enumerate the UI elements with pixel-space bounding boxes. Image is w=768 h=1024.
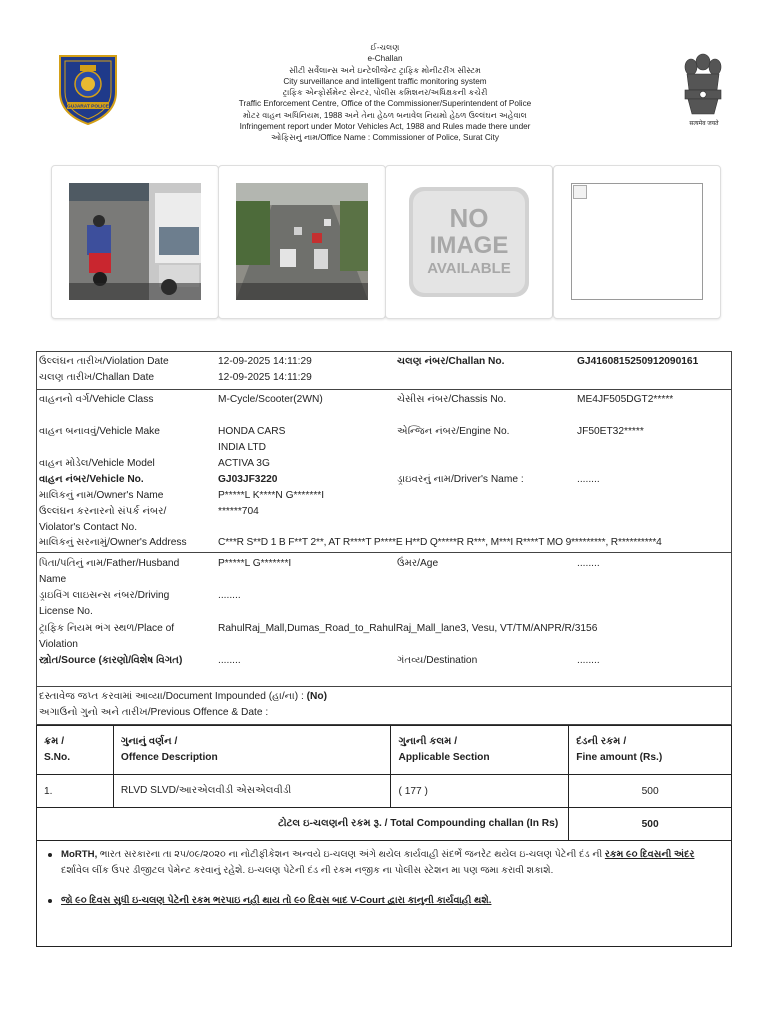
header-line: e-Challan xyxy=(367,54,403,64)
gujarat-police-logo xyxy=(50,52,126,126)
engine-label: એન્જિન નંબર/Engine No. xyxy=(397,426,510,437)
header-fine: દંડની રકમ / Fine amount (Rs.) xyxy=(569,726,732,775)
age-label: ઉંમર/Age xyxy=(397,558,439,569)
owner-address-value: C***R S**D 1 B F**T 2**, AT R****T P****E H**D Q*****R R***, M***I R****T MO 9*********, R**********4 xyxy=(218,537,662,548)
vehicle-no-value: GJ03JF3220 xyxy=(218,474,278,485)
evidence-photo-card-1 xyxy=(51,165,219,319)
vehicle-model-value: ACTIVA 3G xyxy=(218,458,270,469)
total-row xyxy=(37,808,732,841)
challan-no-label: ચલણ નંબર/Challan No. xyxy=(397,356,505,367)
father-name-label: પિતા/પતિનું નામ/Father/Husband Name xyxy=(39,558,180,585)
header-line: મોટર વાહન અધિનિયમ, 1988 અને તેના હેઠળ બનાવેલ નિયમો હેઠળ ઉલ્લંઘન અહેવાલ xyxy=(243,110,527,120)
header-block xyxy=(190,42,580,144)
cell-sno: 1. xyxy=(37,775,114,808)
owner-address-label: માલિકનું સરનામું/Owner's Address xyxy=(39,537,187,548)
source-value: ........ xyxy=(218,655,241,666)
evidence-photo-card-3 xyxy=(385,165,553,319)
header-line: ઈ-ચલણ xyxy=(370,43,400,52)
driver-name-value: ........ xyxy=(577,474,600,485)
chassis-value: ME4JF505DGT2***** xyxy=(577,394,674,405)
emblem-caption: सत्यमेव जयते xyxy=(689,121,719,127)
driver-name-label: ડ્રાઇવરનું નામ/Driver's Name : xyxy=(397,474,524,485)
violation-date-value: 12-09-2025 14:11:29 xyxy=(218,356,312,367)
header-line: ટ્રાફિક એન્ફોર્સમેન્ટ સેન્ટર, પોલીસ કમિશનર/અધિક્ષકની કચેરી xyxy=(282,88,488,98)
destination-value: ........ xyxy=(577,655,600,666)
offence-table xyxy=(36,725,732,841)
vehicle-no-label: વાહન નંબર/Vehicle No. xyxy=(39,474,144,485)
challan-no-value: GJ4160815250912090161 xyxy=(577,356,699,367)
cell-description: RLVD SLVD/આરએલવીડી એસએલવીડી xyxy=(113,775,391,808)
broken-image xyxy=(571,183,703,300)
table-row xyxy=(37,775,732,808)
license-label: ડ્રાઇવિંગ લાઇસન્સ નંબર/Driving License No. xyxy=(39,590,170,617)
previous-offence-label: અગાઉનો ગુનો અને તારીખ/Previous Offence & Date : xyxy=(39,707,269,718)
evidence-photo-card-2 xyxy=(218,165,386,319)
place-label: ટ્રાફિક નિયમ ભંગ સ્થળ/Place of Violation xyxy=(39,623,175,650)
evidence-photo-card-4 xyxy=(553,165,721,319)
header-line: ઓફિસનું નામ/Office Name : Commissioner of Police, Surat City xyxy=(271,133,499,143)
contact-label: ઉલ્લંઘન કરનારનો સંપર્ક નંબર/ Violator's Contact No. xyxy=(39,506,167,533)
header-sno: ક્રમ / S.No. xyxy=(37,726,114,775)
header-line: Traffic Enforcement Centre, Office of the Commissioner/Superintendent of Police xyxy=(238,99,532,109)
vehicle-class-label: વાહનનો વર્ગ/Vehicle Class xyxy=(39,394,154,405)
source-label: સ્ત્રોત/Source (કારણો/વિશેષ વિગત) xyxy=(39,655,183,666)
owner-name-value: P*****L K****N G*******I xyxy=(218,490,325,501)
note-1: MoRTH, ભારત સરકારના તા ૨૫/૦૯/૨૦૨૦ ના નોટીફીકેશન અન્વયે ઇ-ચલણ અંગે થયેલ કાર્યવાહી સંદર્ભે જનરેટ થયેલ ઇ-ચલણ પેટેની દંડ ની રકમ ૯૦ દિવસની અંદર દર્શાવેલ લીંક ઉપર ડીજીટલ પેમેન્ટ કરવાનું રહેશે. ઇ-ચલણ પેટેની દંડ ની રકમ નજીક ના પોલીસ સ્ટેશન મા પણ જમા કરાવી શકાશે. xyxy=(61,847,721,879)
no-image-available xyxy=(403,183,535,300)
logo-text: GUJARAT POLICE xyxy=(66,104,110,110)
svg-text:NO: NO xyxy=(449,203,489,233)
note-2: જો ૯૦ દિવસ સુધી ઇ-ચલણ પેટેની રકમ ભરપાઇ નહી થાય તો ૯૦ દિવસ બાદ V-Court દ્વારા કાનુની કાર્યવાહી થશે. xyxy=(61,893,721,909)
contact-value: ******704 xyxy=(218,506,259,517)
age-value: ........ xyxy=(577,558,600,569)
header-line: Infringement report under Motor Vehicles Act, 1988 and Rules made there under xyxy=(239,122,531,132)
evidence-photo-2 xyxy=(236,183,368,300)
destination-label: ગંતવ્ય/Destination xyxy=(397,655,478,666)
place-value: RahulRaj_Mall,Dumas_Road_to_RahulRaj_Mall_lane3, Vesu, VT/TM/ANPR/R/3156 xyxy=(218,623,598,634)
notes-box xyxy=(36,838,732,947)
document-impounded xyxy=(39,689,327,705)
chassis-label: ચેસીસ નંબર/Chassis No. xyxy=(397,394,507,405)
evidence-photo-1 xyxy=(69,183,201,300)
broken-image-icon xyxy=(573,185,587,199)
header-line: City surveillance and intelligent traffic monitoring system xyxy=(283,76,487,86)
challan-date-value: 12-09-2025 14:11:29 xyxy=(218,372,312,383)
violation-date-label: ઉલ્લંઘન તારીખ/Violation Date xyxy=(39,356,169,367)
svg-text:IMAGE: IMAGE xyxy=(429,232,509,259)
offence-table-header xyxy=(37,726,732,775)
owner-name-label: માલિકનું નામ/Owner's Name xyxy=(39,490,164,501)
vehicle-make-label: વાહન બનાવવું/Vehicle Make xyxy=(39,426,160,437)
document-impounded-label: દસ્તાવેજ જપ્ત કરવામાં આવ્યા/Document Impounded (હા/ના) : xyxy=(39,691,307,702)
cell-fine: 500 xyxy=(569,775,732,808)
vehicle-class-value: M-Cycle/Scooter(2WN) xyxy=(218,394,323,405)
engine-value: JF50ET32***** xyxy=(577,426,644,437)
vehicle-model-label: વાહન મોડેલ/Vehicle Model xyxy=(39,458,155,469)
total-value: 500 xyxy=(569,808,732,841)
total-label: ટોટલ ઇ-ચલણની રકમ રૂ. / Total Compounding challan (In Rs) xyxy=(37,808,569,841)
header-section: ગુનાની કલમ / Applicable Section xyxy=(391,726,569,775)
header-description: ગુનાનું વર્ણન / Offence Description xyxy=(113,726,391,775)
vehicle-make-value: HONDA CARS INDIA LTD xyxy=(218,426,286,453)
cell-section: ( 177 ) xyxy=(391,775,569,808)
document-impounded-value: (No) xyxy=(306,691,328,702)
challan-details xyxy=(36,351,732,725)
father-name-value: P*****L G*******I xyxy=(218,558,292,569)
header-line: સીટી સર્વેલાન્સ અને ઇન્ટેલીજેન્ટ ટ્રાફિક મોનીટરીંગ સીસ્ટમ xyxy=(289,65,481,75)
license-value: ........ xyxy=(218,590,241,601)
svg-text:AVAILABLE: AVAILABLE xyxy=(427,260,511,277)
challan-date-label: ચલણ તારીખ/Challan Date xyxy=(39,372,155,383)
ashoka-emblem-icon xyxy=(678,50,728,130)
